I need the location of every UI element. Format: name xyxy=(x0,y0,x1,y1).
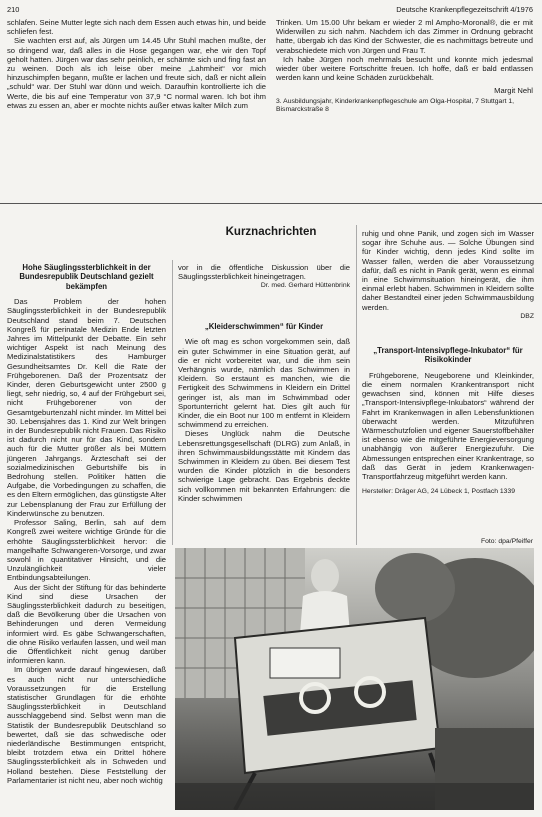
column-rule-2 xyxy=(356,225,357,545)
article-2-headline: „Kleiderschwimmen“ für Kinder xyxy=(204,322,324,331)
article-2-paragraph-2: Dieses Unglück nahm die Deutsche Lebensrettungsgesellschaft (DLRG) zum Anlaß, in ihren Schwimmausbildungsstätte mit Kindern das Schwimmen in Kleidern zu üben. Bei diesem Test wurden die Kinder plötzlich in die besonders schwierige Lage gebracht. Das Ergebnis deckte sich vollkommen mit bekannten Erfahrungen: die Kinder schwimmen xyxy=(178,429,350,503)
article-2-continuation-text: ruhig und ohne Panik, und zogen sich im Wasser sogar ihre Schuhe aus. — Solche Übungen sind für Kinder wichtig, denn jedes Kind sollte im Wasser fallen, werden die aber Voraussetzung dafür, daß es nicht in Panik gerät, wenn es einmal in eine Schwimmsituation hineingerät, die ihm einmal erlebt haben. Schwimmen in Kleidern sollte daher Bestandteil einer jeden Schwimmausbildung werden. xyxy=(362,229,534,312)
top-right-paragraph-2: Ich habe Jürgen noch mehrmals besucht und konnte mich jedesmal wieder über weitere Fortschritte freuen. Ich hoffe, daß er bald entlassen werden kann und keine Schäden zurückbehält. xyxy=(276,54,533,83)
article-clothes-swimming xyxy=(178,322,350,503)
page-number: 210 xyxy=(7,5,20,14)
article-1-continuation-text: vor in die öffentliche Diskussion über die Säuglingssterblichkeit hineingetragen. xyxy=(178,263,350,282)
section-title: Kurznachrichten xyxy=(225,226,317,238)
author-name: Margit Nehl xyxy=(494,86,533,96)
article-2-paragraph-1: Wie oft mag es schon vorgekommen sein, daß ein guter Schwimmer in eine Situation gerät, auf die er nicht vorbereitet war, und die ihm sein Verhängnis wurde, nämlich das Schwimmen in Kleidern. So erstaunt es manchen, wie die Fertigkeit des Schwimmens in Kleidern ein Drittel geringer ist, als man im Schwimmbad oder Sportunterricht gelernt hat. Dies gilt auch für Kinder, die ein Boot nur 100 m entfernt in Kleidern schwimmend zu erreichen. xyxy=(178,337,350,430)
article-1-credit: Dr. med. Gerhard Hüttenbrink xyxy=(260,282,350,290)
article-1-paragraph-2: Professor Saling, Berlin, sah auf dem Kongreß zwei weitere wichtige Gründe für die erhöhte Säuglingssterblichkeit hervor: die mangelhafte Schwangeren-Vorsorge, und zwar sowohl in quantitativer Hinsicht, und die Unzulänglichkeit vieler Entbindungsabteilungen. xyxy=(7,518,166,583)
top-left-paragraph-2: Sie wachten erst auf, als Jürgen um 14.45 Uhr Stuhl machen mußte, der so dringend war, daß alles in die Hose gegangen war, ehe wir den Topf geholt hatten. Jürgen war das sehr peinlich, er schämte sich und fing fast an zu weinen. Doch als ich leise über meine „Lahmheit“ vor mich hinzuschimpfen begann, mußte er lachen und freute sich, daß er nicht allein „schuld“ war. Der Stuhl war dünn und weich. Daraufhin kontrollierte ich die Werte, die bis auf eine Temperatur von 37,9 °C normal waren. Ich bot ihm etwas zu essen an, aber er mochte nichts außer etwas kalter Milch zum xyxy=(7,36,266,110)
article-infant-mortality xyxy=(7,263,166,785)
article-1-paragraph-4: Im übrigen wurde darauf hingewiesen, daß es auch nicht nur unterschiedliche Voraussetzungen für die Erstellung statistischer Grundlagen für die erhöhte Säuglingssterblichkeit in Deutschland ausschlaggebend sind. Selbst wenn man die Statistik der Bundesrepublik Deutschland so bewertet, daß sie das schwedische oder niederländische Bestimmungen entspricht, bleibt trotzdem etwa ein Drittel höhere Säuglingssterblichkeit als in Schweden und Holland bestehen. Diese Feststellung der Parlamentarier ist nicht neu, aber noch wichtig xyxy=(7,665,166,785)
article-transport-incubator xyxy=(362,346,534,496)
article-1-headline: Hohe Säuglingssterblichkeit in der Bundesrepublik Deutschland gezielt bekämpfen xyxy=(19,263,154,291)
journal-title: Deutsche Krankenpflegezeitschrift 4/1976 xyxy=(396,5,533,14)
incubator-photo xyxy=(175,548,534,810)
article-1-paragraph-1: Das Problem der hohen Säuglingssterblichkeit in der Bundesrepublik Deutschland stand beim 7. Deutschen Kongreß für perinatale Medizin Ende letzten Jahres im Mittelpunkt der Debatte. Ein sehr wichtiger Aspekt ist nach Meinung des Medizinalstatistikers des Hamburger Gesundheitsamtes Dr. Kell die Rate der Frühgeborenen. Daß der Prozentsatz der Kinder, deren Geburtsgewicht unter 2500 g liegt, sehr niedrig, so, 4 auf der Frühgeburt sei, nicht Frühgeborener von der Gesamtgeburtenzahl nicht minder. Im Mittel bei 30. Lebensjahres das 1. Kind zur Welt bringen in der Bundesrepublik nicht Frauen. Das Risiko ist dadurch nicht nur für das Kind, sondern auch für die Mutter größer als bei Müttern jüngeren Jahrgangs. Ärzteschaft sei der sozialmedizinischen Geburtshilfe bis in Bedrohung stellen. Politiker hätten die Aufgabe, die Vorbedingungen zu schaffen, die es den Eltern ermöglichen, das günstigste Alter zur Lebensplanung der Frau zur Erfüllung der Kinderwünsche zu benutzen. xyxy=(7,297,166,518)
article-3-headline: „Transport-Intensivpflege-Inkubator“ für Risikokinder xyxy=(373,346,523,365)
column-rule-1 xyxy=(172,260,173,545)
article-2-continuation xyxy=(362,229,534,321)
top-right-paragraph-1: Trinken. Um 15.00 Uhr bekam er wieder 2 ml Ampho-Moronal®, die er mit Widerwillen zu sich nahm. Nachdem ich das Zimmer in Ordnung gebracht hatte, übergab ich das Kind der Schwester, die es nachmittags betreute und verabschiedete mich von Jürgen und Frau T. xyxy=(276,18,533,55)
article-3-credit: Hersteller: Dräger AG, 24 Lübeck 1, Postfach 1339 xyxy=(362,488,516,496)
article-1-continuation xyxy=(178,263,350,291)
section-divider xyxy=(0,203,542,204)
photo-credit: Foto: dpa/Pfeiffer xyxy=(480,538,533,545)
author-affiliation: 3. Ausbildungsjahr, Kinderkrankenpflegeschule am Olga-Hospital, 7 Stuttgart 1, Bismarckstraße 8 xyxy=(276,97,515,114)
article-2-credit: DBZ xyxy=(520,312,534,320)
article-1-paragraph-3: Aus der Sicht der Stiftung für das behinderte Kind sind diese Ursachen der Säuglingssterblichkeit dadurch zu beseitigen, daß die Bevölkerung über die Ursachen von Behinderungen und deren Vermeidung informiert wird. Es gäbe Schwangerschaften, die ohne Risiko verlaufen lassen, und weil man die Öffentlichkeit nicht genug darüber informieren kann. xyxy=(7,582,166,666)
article-3-paragraph-1: Frühgeborene, Neugeborene und Kleinkinder, die einem normalen Krankentransport nicht gewachsen sind, können mit Hilfe dieses „Transport-Intensivpflege-Inkubators“ während der Fahrt im Krankenwagen in allen Lebensfunktionen überwacht werden. Mitzuführen Wärmeschutzfolien und eigener Sauerstoffbehälter ist ebenso wie die mitgeführte Energieversorgung unabhängig von äußerer Energiezufuhr. Die Abmessungen entsprechen einer Krankentrage, so daß das Gerät in jedem Krankenwagen-Transportfahrzeug mitgeführt werden kann. xyxy=(362,370,534,482)
top-left-paragraph-1: schlafen. Seine Mutter legte sich nach dem Essen auch etwas hin, und beide schliefen fest. xyxy=(7,18,266,37)
top-article-left-column xyxy=(7,18,266,110)
incubator-photo-illustration xyxy=(175,548,534,810)
top-article-right-column xyxy=(276,18,533,115)
